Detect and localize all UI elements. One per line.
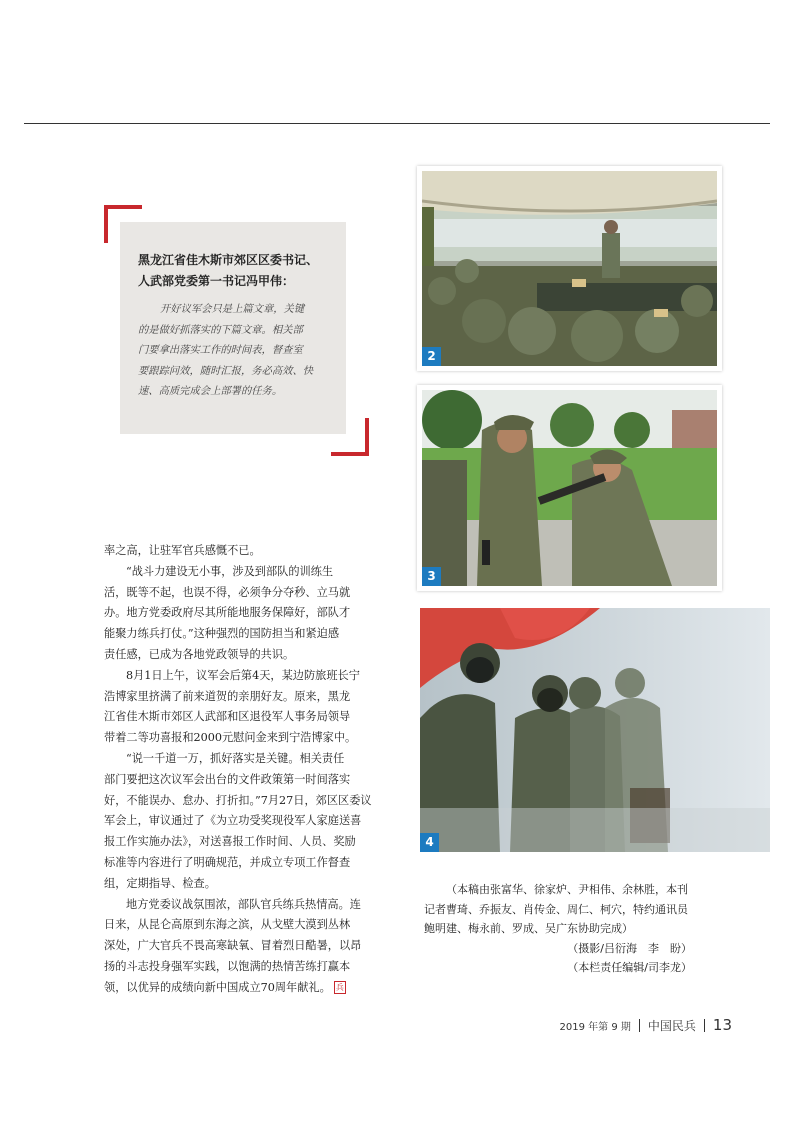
article-line: 地方党委议战氛围浓，部队官兵练兵热情高。连 [126, 897, 361, 911]
article-body [104, 541, 376, 999]
photo-4-gas-mask-drill [420, 608, 770, 852]
photo-number-badge: 3 [422, 567, 441, 586]
article-line: 部门要把这次议军会出台的文件政策第一时间落实 [104, 772, 351, 786]
article-line: 标准等内容进行了明确规范，并成立专项工作督查 [104, 855, 351, 869]
article-line: 江省佳木斯市郊区人武部和区退役军人事务局领导 [104, 710, 351, 724]
issue-label: 2019 年第 9 期 [559, 1021, 631, 1033]
photo-number-badge: 2 [422, 347, 441, 366]
photo-4-image [420, 608, 770, 852]
caption-line: （本稿由张富华、徐家炉、尹相伟、余林胜，本刊 [446, 883, 688, 896]
quote-line: 开好议军会只是上篇文章，关键 [160, 303, 305, 315]
quote-line: 门要拿出落实工作的时间表，督查室 [138, 344, 303, 356]
end-mark-icon: 兵 [335, 982, 344, 992]
footer-divider [704, 1019, 705, 1032]
article-line: “战斗力建设无小事，涉及到部队的训练生 [126, 564, 334, 578]
article-line: 组，定期指导、检查。 [104, 876, 216, 890]
article-line: “说一千道一万，抓好落实是关键。相关责任 [126, 751, 345, 765]
photo-3-image [422, 390, 717, 586]
article-line-text: 领，以优异的成绩向新中国成立70周年献礼。 [104, 980, 331, 994]
photo-3-frame [417, 385, 722, 591]
quote-bracket-bottom-right [331, 418, 369, 456]
article-line: 浩博家里挤满了前来道贺的亲朋好友。原来，黑龙 [104, 689, 351, 703]
photo-2-meeting [422, 171, 717, 366]
article-line: 能聚力练兵打仗。”这种强烈的国防担当和紧迫感 [104, 627, 340, 641]
article-line: 率之高，让驻军官兵感慨不已。 [104, 544, 261, 557]
footer-divider [639, 1019, 640, 1032]
article-line: 日来，从昆仑高原到东海之滨，从戈壁大漠到丛林 [104, 918, 351, 932]
article-line: 活，既等不起，也误不得，必须争分夺秒、立马就 [104, 585, 351, 599]
caption-line: 鲍明建、梅永前、罗成、吴广东协助完成） [424, 922, 633, 935]
magazine-name: 中国民兵 [647, 1018, 696, 1033]
page-footer [560, 1016, 732, 1034]
article-line: 深处，广大官兵不畏高寒缺氧、冒着烈日酷暑，以昂 [104, 939, 362, 953]
photo-caption [424, 880, 716, 978]
quote-line: 速、高质完成会上部署的任务。 [138, 385, 283, 397]
header-rule [24, 123, 770, 124]
caption-line: 记者曹琦、乔振友、肖传金、周仁、柯穴，特约通讯员 [424, 902, 688, 916]
editor-credit: （本栏责任编辑/司李龙） [567, 961, 692, 974]
quote-speaker-line: 黑龙江省佳木斯市郊区区委书记、 [138, 253, 319, 267]
article-line: 扬的斗志投身强军实践，以饱满的热情苦练打赢本 [104, 959, 351, 973]
quote-line: 的是做好抓落实的下篇文章。相关部 [138, 323, 303, 336]
article-line: 好，不能误办、怠办、打折扣。”7月27日，郊区区委议 [104, 793, 372, 807]
quote-line: 要跟踪问效，随时汇报，务必高效、快 [138, 364, 314, 377]
photo-credit: （摄影/吕衍海 李 盼） [567, 941, 692, 955]
quote-speaker [138, 250, 343, 292]
article-line: 责任感，已成为各地党政领导的共识。 [104, 647, 295, 661]
article-line [104, 978, 376, 999]
article-line: 办。地方党委政府尽其所能地服务保障好，部队才 [104, 606, 351, 620]
article-line: 报工作实施办法》，对送喜报工作时间、人员、奖励 [104, 835, 356, 849]
quote-text [138, 299, 332, 402]
photo-3-training [422, 390, 717, 586]
article-line: 带着二等功喜报和2000元慰问金来到宁浩博家中。 [104, 731, 357, 745]
photo-number-badge: 4 [420, 833, 439, 852]
photo-2-frame [417, 166, 722, 371]
quote-speaker-line: 人武部党委第一书记冯甲伟： [138, 274, 295, 288]
photo-2-image [422, 171, 717, 366]
article-line: 军会上，审议通过了《为立功受奖现役军人家庭送喜 [104, 814, 362, 828]
page-number: 13 [712, 1016, 732, 1034]
article-line: 8月1日上午，议军会后第4天，某边防旅班长宁 [126, 668, 360, 682]
